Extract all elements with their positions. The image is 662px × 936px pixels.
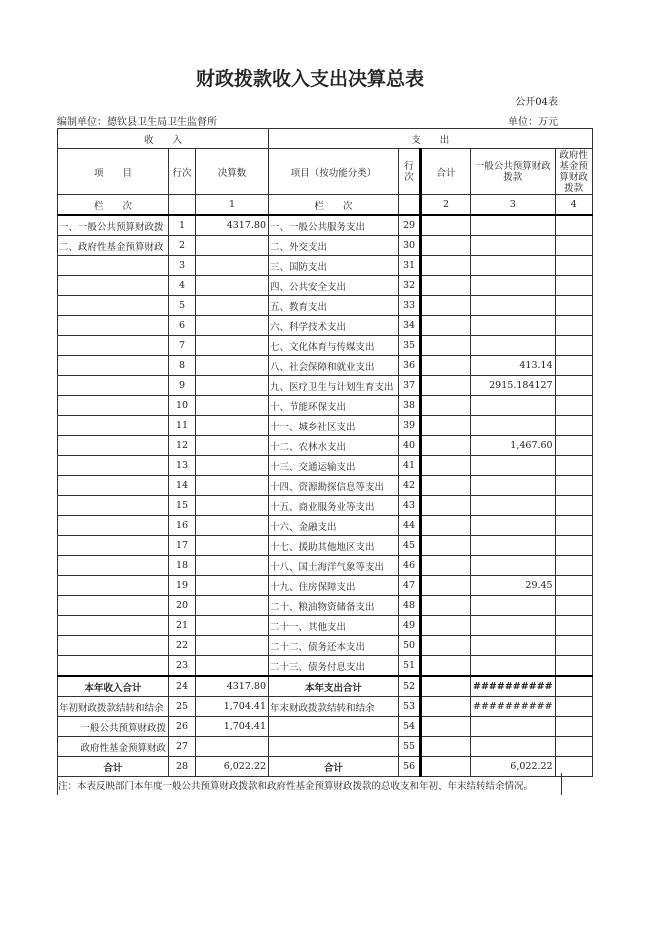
cell-t <box>421 476 471 496</box>
cell-in <box>58 556 169 576</box>
row-no-header: 行次 <box>169 149 196 195</box>
cell-out: 十八、国土海洋气象等支出 <box>269 556 399 576</box>
cell-t <box>421 336 471 356</box>
cell-amt <box>196 656 269 677</box>
table-row <box>58 616 593 636</box>
cell-t <box>421 215 471 236</box>
cell-f <box>555 215 592 236</box>
cell-f <box>555 436 592 456</box>
cell-in: 一般公共预算财政拨 <box>58 717 169 737</box>
cell-out: 十六、金融支出 <box>269 516 399 536</box>
cell-amt: 1,704.41 <box>196 717 269 737</box>
cell-n: 15 <box>169 496 196 516</box>
cell-amt <box>196 376 269 396</box>
amount-header: 决算数 <box>196 149 269 195</box>
cell-in <box>58 656 169 677</box>
table-row <box>58 356 593 376</box>
cell-n: 8 <box>169 356 196 376</box>
cell-amt <box>196 576 269 596</box>
cell-in <box>58 276 169 296</box>
cell-in <box>58 416 169 436</box>
cell-f <box>555 276 592 296</box>
table-row <box>58 316 593 336</box>
cell-out: 十七、援助其他地区支出 <box>269 536 399 556</box>
cell-out: 五、教育支出 <box>269 296 399 316</box>
cell-n2: 53 <box>399 697 421 717</box>
table-row <box>58 697 593 717</box>
cell-amt <box>196 296 269 316</box>
cell-f <box>555 256 592 276</box>
func-item-header: 项目（按功能分类） <box>269 149 399 195</box>
cell-amt <box>196 476 269 496</box>
cell-n2: 55 <box>399 737 421 757</box>
cell-g <box>471 256 556 276</box>
cell-n: 11 <box>169 416 196 436</box>
cell-t <box>421 396 471 416</box>
cell-out: 合计 <box>269 757 399 777</box>
cell-n: 10 <box>169 396 196 416</box>
cell-f <box>555 336 592 356</box>
cell-n2: 52 <box>399 676 421 697</box>
cell-t <box>421 596 471 616</box>
cell-n: 21 <box>169 616 196 636</box>
cell-t <box>421 236 471 256</box>
cell-n: 26 <box>169 717 196 737</box>
table-row <box>58 636 593 656</box>
table-row <box>58 436 593 456</box>
cell-amt: 4317.80 <box>196 215 269 236</box>
cell-out: 十三、交通运输支出 <box>269 456 399 476</box>
cell-f <box>555 536 592 556</box>
cell-amt: 6,022.22 <box>196 757 269 777</box>
cell-out: 十、节能环保支出 <box>269 396 399 416</box>
cell-in <box>58 256 169 276</box>
cell-g <box>471 296 556 316</box>
cell-out: 二十二、债务还本支出 <box>269 636 399 656</box>
col-label: 栏 次 <box>58 195 169 216</box>
cell-t <box>421 296 471 316</box>
cell-n2: 54 <box>399 717 421 737</box>
cell-amt <box>196 556 269 576</box>
fiscal-summary-table <box>57 128 593 777</box>
table-row <box>58 596 593 616</box>
table-row <box>58 656 593 677</box>
cell-in: 本年收入合计 <box>58 676 169 697</box>
cell-amt <box>196 416 269 436</box>
cell-out: 八、社会保障和就业支出 <box>269 356 399 376</box>
cell-g: 1,467.60 <box>471 436 556 456</box>
cell-g <box>471 717 556 737</box>
cell-g <box>471 316 556 336</box>
cell-g <box>471 536 556 556</box>
cell-out: 十九、住房保障支出 <box>269 576 399 596</box>
table-row <box>58 376 593 396</box>
cell-t <box>421 697 471 717</box>
cell-t <box>421 556 471 576</box>
cell-n2: 33 <box>399 296 421 316</box>
cell-g: 413.14 <box>471 356 556 376</box>
table-row <box>58 476 593 496</box>
cell-t <box>421 416 471 436</box>
cell-g <box>471 336 556 356</box>
expense-header: 支 出 <box>269 129 593 149</box>
cell-n: 25 <box>169 697 196 717</box>
form-code: 公开04表 <box>515 97 558 108</box>
cell-out: 二、外交支出 <box>269 236 399 256</box>
cell-in <box>58 396 169 416</box>
cell-in <box>58 436 169 456</box>
unit-label: 单位：万元 <box>508 117 558 128</box>
cell-t <box>421 376 471 396</box>
cell-g: ########## <box>471 676 556 697</box>
cell-out: 十一、城乡社区支出 <box>269 416 399 436</box>
cell-out: 九、医疗卫生与计划生育支出 <box>269 376 399 396</box>
cell-t <box>421 496 471 516</box>
cell-out: 十四、资源勘探信息等支出 <box>269 476 399 496</box>
cell-n2: 40 <box>399 436 421 456</box>
cell-t <box>421 616 471 636</box>
cell-g <box>471 556 556 576</box>
col-3: 3 <box>471 195 556 216</box>
cell-f <box>555 616 592 636</box>
cell-out: 七、文化体育与传媒支出 <box>269 336 399 356</box>
cell-g <box>471 656 556 677</box>
cell-n2: 44 <box>399 516 421 536</box>
cell-n2: 32 <box>399 276 421 296</box>
cell-amt <box>196 256 269 276</box>
cell-n: 23 <box>169 656 196 677</box>
cell-f <box>555 376 592 396</box>
table-row <box>58 516 593 536</box>
cell-in: 一、一般公共预算财政拨 <box>58 215 169 236</box>
cell-n: 14 <box>169 476 196 496</box>
cell-t <box>421 737 471 757</box>
cell-n2: 34 <box>399 316 421 336</box>
cell-n: 1 <box>169 215 196 236</box>
cell-g <box>471 476 556 496</box>
cell-amt <box>196 396 269 416</box>
table-row <box>58 737 593 757</box>
cell-amt <box>196 536 269 556</box>
cell-f <box>555 737 592 757</box>
cell-f <box>555 636 592 656</box>
cell-n: 7 <box>169 336 196 356</box>
cell-n: 6 <box>169 316 196 336</box>
cell-t <box>421 576 471 596</box>
col-2: 2 <box>421 195 471 216</box>
table-row <box>58 576 593 596</box>
cell-in <box>58 376 169 396</box>
page-title: 财政拨款收入支出决算总表 <box>195 68 424 90</box>
cell-n: 2 <box>169 236 196 256</box>
table-row <box>58 296 593 316</box>
cell-n2: 35 <box>399 336 421 356</box>
col-label2: 栏 次 <box>269 195 399 216</box>
cell-t <box>421 656 471 677</box>
table-row <box>58 496 593 516</box>
cell-out: 三、国防支出 <box>269 256 399 276</box>
cell-out: 二十三、债务付息支出 <box>269 656 399 677</box>
income-header: 收 入 <box>58 129 269 149</box>
cell-amt <box>196 596 269 616</box>
cell-in <box>58 456 169 476</box>
cell-out: 六、科学技术支出 <box>269 316 399 336</box>
cell-amt <box>196 276 269 296</box>
cell-t <box>421 316 471 336</box>
row-no2-header: 行次 <box>399 149 421 195</box>
cell-out: 二十、粮油物资储备支出 <box>269 596 399 616</box>
cell-f <box>555 576 592 596</box>
cell-n: 18 <box>169 556 196 576</box>
cell-g <box>471 737 556 757</box>
cell-n2: 45 <box>399 536 421 556</box>
cell-in: 二、政府性基金预算财政 <box>58 236 169 256</box>
cell-out <box>269 717 399 737</box>
cell-t <box>421 356 471 376</box>
cell-t <box>421 516 471 536</box>
cell-n: 27 <box>169 737 196 757</box>
footnote: 注：本表反映部门本年度一般公共预算财政拨款和政府性基金预算财政拨款的总收支和年初、年末结转结余情况。 <box>58 781 534 792</box>
cell-in <box>58 496 169 516</box>
gov-fund-header: 政府性基金预算财政拨款 <box>555 149 592 195</box>
cell-amt <box>196 336 269 356</box>
cell-n2: 51 <box>399 656 421 677</box>
table-row <box>58 416 593 436</box>
cell-f <box>555 656 592 677</box>
col-4: 4 <box>555 195 592 216</box>
cell-n: 24 <box>169 676 196 697</box>
cell-f <box>555 496 592 516</box>
cell-t <box>421 717 471 737</box>
cell-in <box>58 636 169 656</box>
cell-n: 3 <box>169 256 196 276</box>
general-header: 一般公共预算财政拨款 <box>471 149 556 195</box>
cell-in <box>58 296 169 316</box>
cell-t <box>421 536 471 556</box>
cell-n: 9 <box>169 376 196 396</box>
cell-f <box>555 236 592 256</box>
cell-n: 19 <box>169 576 196 596</box>
cell-out: 年末财政拨款结转和结余 <box>269 697 399 717</box>
cell-in <box>58 616 169 636</box>
cell-amt <box>196 316 269 336</box>
cell-out: 本年支出合计 <box>269 676 399 697</box>
cell-f <box>555 556 592 576</box>
cell-out: 四、公共安全支出 <box>269 276 399 296</box>
cell-f <box>555 316 592 336</box>
cell-in: 政府性基金预算财政 <box>58 737 169 757</box>
cell-n: 16 <box>169 516 196 536</box>
cell-n2: 36 <box>399 356 421 376</box>
cell-g <box>471 496 556 516</box>
cell-f <box>555 396 592 416</box>
cell-in <box>58 576 169 596</box>
cell-in <box>58 596 169 616</box>
cell-t <box>421 456 471 476</box>
cell-in <box>58 476 169 496</box>
cell-out: 十二、农林水支出 <box>269 436 399 456</box>
cell-f <box>555 676 592 697</box>
cell-n2: 38 <box>399 396 421 416</box>
cell-out: 十五、商业服务业等支出 <box>269 496 399 516</box>
col-1: 1 <box>196 195 269 216</box>
cell-g <box>471 276 556 296</box>
cell-amt: 4317.80 <box>196 676 269 697</box>
table-row <box>58 215 593 236</box>
cell-amt: 1,704.41 <box>196 697 269 717</box>
table-row <box>58 236 593 256</box>
cell-t <box>421 636 471 656</box>
cell-in: 年初财政拨款结转和结余 <box>58 697 169 717</box>
total-header: 合计 <box>421 149 471 195</box>
table-row <box>58 717 593 737</box>
cell-n2: 56 <box>399 757 421 777</box>
table-row <box>58 396 593 416</box>
cell-amt <box>196 496 269 516</box>
cell-g <box>471 215 556 236</box>
table-row <box>58 676 593 697</box>
cell-in <box>58 316 169 336</box>
cell-amt <box>196 737 269 757</box>
cell-n: 20 <box>169 596 196 616</box>
cell-n2: 31 <box>399 256 421 276</box>
cell-t <box>421 256 471 276</box>
cell-t <box>421 276 471 296</box>
cell-n2: 48 <box>399 596 421 616</box>
cell-f <box>555 456 592 476</box>
item-header: 项 目 <box>58 149 169 195</box>
table-row <box>58 336 593 356</box>
cell-n: 12 <box>169 436 196 456</box>
cell-g: 2915.184127 <box>471 376 556 396</box>
cell-n: 4 <box>169 276 196 296</box>
cell-n2: 43 <box>399 496 421 516</box>
cell-amt <box>196 616 269 636</box>
table-row <box>58 536 593 556</box>
cell-g <box>471 596 556 616</box>
compiling-unit: 编制单位：德钦县卫生局卫生监督所 <box>57 117 217 128</box>
cell-in <box>58 536 169 556</box>
cell-n2: 39 <box>399 416 421 436</box>
cell-f <box>555 516 592 536</box>
cell-f <box>555 697 592 717</box>
table-row <box>58 556 593 576</box>
cell-n2: 47 <box>399 576 421 596</box>
cell-g: ########## <box>471 697 556 717</box>
cell-amt <box>196 516 269 536</box>
cell-n: 13 <box>169 456 196 476</box>
cell-n2: 41 <box>399 456 421 476</box>
cell-in <box>58 336 169 356</box>
cell-n2: 49 <box>399 616 421 636</box>
cell-f <box>555 717 592 737</box>
cell-t <box>421 436 471 456</box>
cell-n2: 29 <box>399 215 421 236</box>
cell-out <box>269 737 399 757</box>
cell-n2: 37 <box>399 376 421 396</box>
cell-g <box>471 236 556 256</box>
cell-in <box>58 356 169 376</box>
cell-g: 6,022.22 <box>471 757 556 777</box>
cell-g <box>471 456 556 476</box>
cell-amt <box>196 636 269 656</box>
cell-out: 一、一般公共服务支出 <box>269 215 399 236</box>
table-row <box>58 256 593 276</box>
cell-n: 22 <box>169 636 196 656</box>
cell-amt <box>196 456 269 476</box>
table-row <box>58 276 593 296</box>
cell-out: 二十一、其他支出 <box>269 616 399 636</box>
cell-g <box>471 516 556 536</box>
cell-g <box>471 416 556 436</box>
cell-n2: 46 <box>399 556 421 576</box>
cell-g <box>471 396 556 416</box>
cell-n: 28 <box>169 757 196 777</box>
cell-n2: 50 <box>399 636 421 656</box>
cell-f <box>555 476 592 496</box>
cell-n2: 42 <box>399 476 421 496</box>
table-row <box>58 456 593 476</box>
cell-n: 17 <box>169 536 196 556</box>
cell-g <box>471 636 556 656</box>
cell-n: 5 <box>169 296 196 316</box>
cell-amt <box>196 356 269 376</box>
cell-g <box>471 616 556 636</box>
cell-t <box>421 676 471 697</box>
cell-in <box>58 516 169 536</box>
cell-f <box>555 596 592 616</box>
cell-f <box>555 416 592 436</box>
cell-f <box>555 356 592 376</box>
cell-amt <box>196 436 269 456</box>
cell-g: 29.45 <box>471 576 556 596</box>
cell-n2: 30 <box>399 236 421 256</box>
cell-in: 合计 <box>58 757 169 777</box>
cell-amt <box>196 236 269 256</box>
cell-f <box>555 296 592 316</box>
